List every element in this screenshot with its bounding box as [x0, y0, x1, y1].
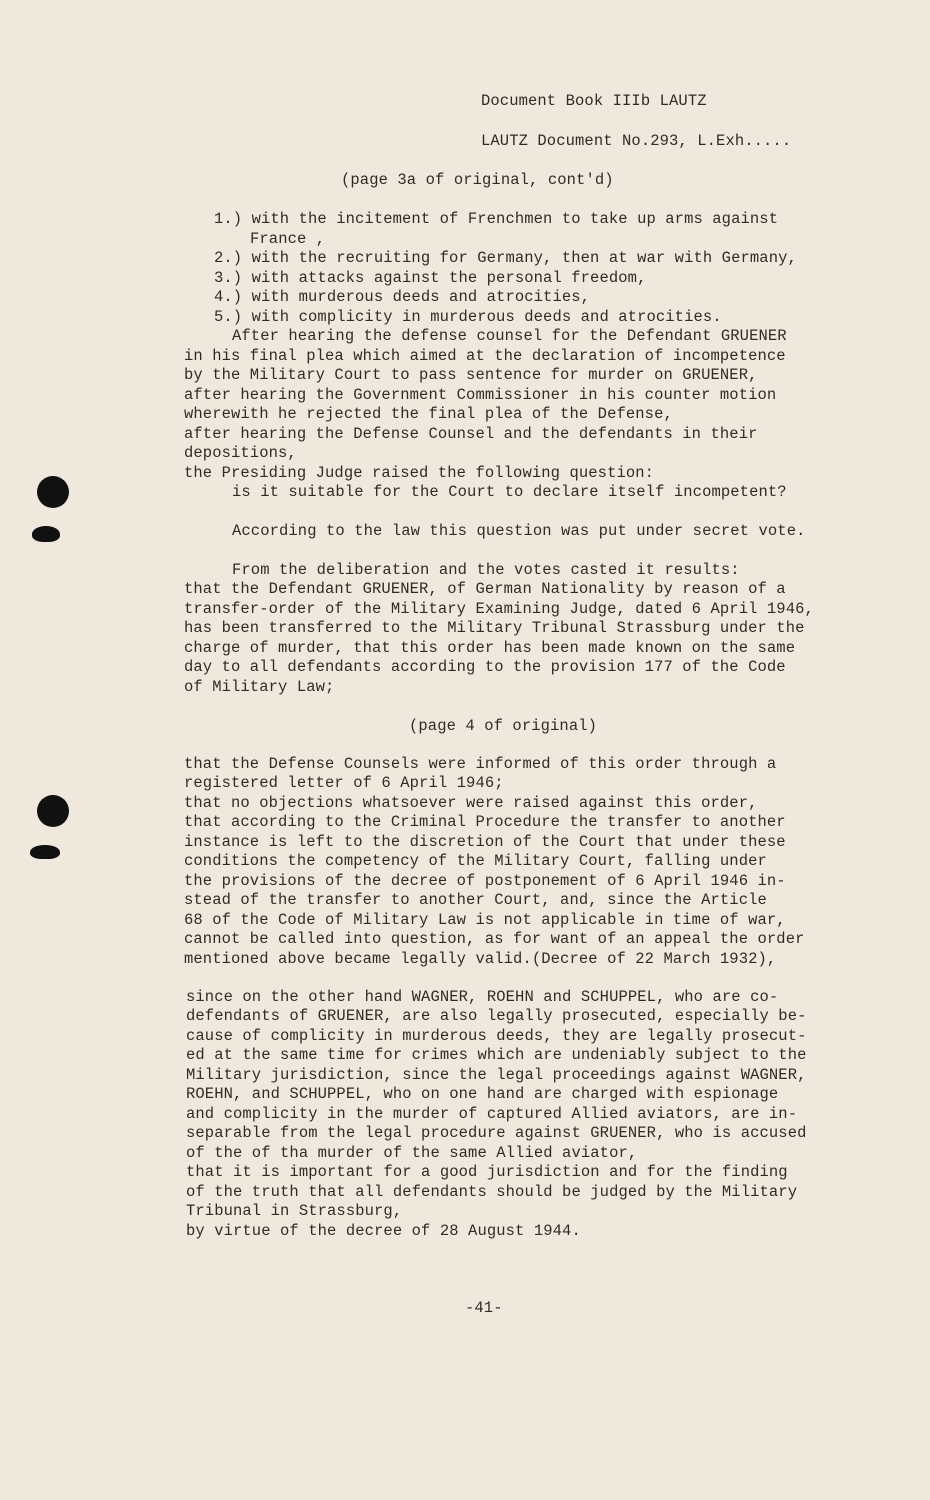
document-number: LAUTZ Document No.293, L.Exh.....: [481, 132, 792, 150]
question-line: is it suitable for the Court to declare itself incompetent?: [232, 483, 787, 501]
paragraph-line: Tribunal in Strassburg,: [186, 1202, 403, 1220]
paragraph-line: mentioned above became legally valid.(Decree of 22 March 1932),: [184, 950, 777, 968]
paragraph-line: conditions the competency of the Military Court, falling under: [184, 852, 767, 870]
paragraph-line: after hearing the Government Commissioner in his counter motion: [184, 386, 777, 404]
punch-hole: [37, 795, 69, 827]
paragraph-line: that the Defendant GRUENER, of German Nationality by reason of a: [184, 580, 786, 598]
charge-line: 4.) with murderous deeds and atrocities,: [214, 288, 591, 306]
paragraph-line: depositions,: [184, 444, 297, 462]
paragraph-line: ROEHN, and SCHUPPEL, who on one hand are charged with espionage: [186, 1085, 779, 1103]
paragraph-line: instance is left to the discretion of the Court that under these: [184, 833, 786, 851]
paragraph-line: in his final plea which aimed at the declaration of incompetence: [184, 347, 786, 365]
paragraph-line: separable from the legal procedure against GRUENER, who is accused: [186, 1124, 807, 1142]
paragraph-line: charge of murder, that this order has been made known on the same: [184, 639, 796, 657]
charge-line: 3.) with attacks against the personal freedom,: [214, 269, 647, 287]
paragraph-line: the Presiding Judge raised the following question:: [184, 464, 655, 482]
paragraph-line: has been transferred to the Military Tribunal Strassburg under the: [184, 619, 805, 637]
page-note: (page 4 of original): [409, 717, 598, 735]
paragraph-line: of the truth that all defendants should be judged by the Military: [186, 1183, 798, 1201]
paragraph-line: the provisions of the decree of postponement of 6 April 1946 in-: [184, 872, 786, 890]
paragraph-line: day to all defendants according to the provision 177 of the Code: [184, 658, 786, 676]
paragraph-line: wherewith he rejected the final plea of the Defense,: [184, 405, 673, 423]
paragraph-line: that the Defense Counsels were informed of this order through a: [184, 755, 777, 773]
paragraph-line: Military jurisdiction, since the legal proceedings against WAGNER,: [186, 1066, 807, 1084]
charge-line: France ,: [250, 230, 326, 248]
paragraph-line: and complicity in the murder of captured Allied aviators, are in-: [186, 1105, 798, 1123]
paragraph-line: by virtue of the decree of 28 August 1944.: [186, 1222, 581, 1240]
paragraph-line: ed at the same time for crimes which are undeniably subject to the: [186, 1046, 807, 1064]
page-note: (page 3a of original, cont'd): [341, 171, 614, 189]
paragraph-line: of Military Law;: [184, 678, 335, 696]
paragraph-line: since on the other hand WAGNER, ROEHN and SCHUPPEL, who are co-: [186, 988, 779, 1006]
paragraph-line: that no objections whatsoever were raised against this order,: [184, 794, 758, 812]
charge-line: 2.) with the recruiting for Germany, then at war with Germany,: [214, 249, 797, 267]
paragraph-line: by the Military Court to pass sentence for murder on GRUENER,: [184, 366, 758, 384]
punch-hole: [32, 526, 60, 542]
paragraph-line: After hearing the defense counsel for the Defendant GRUENER: [232, 327, 787, 345]
paragraph-line: cannot be called into question, as for want of an appeal the order: [184, 930, 805, 948]
paragraph-line: of the of tha murder of the same Allied aviator,: [186, 1144, 638, 1162]
charge-line: 1.) with the incitement of Frenchmen to take up arms against: [214, 210, 779, 228]
paragraph-line: From the deliberation and the votes casted it results:: [232, 561, 740, 579]
paragraph-line: cause of complicity in murderous deeds, they are legally prosecut-: [186, 1027, 807, 1045]
page-number: -41-: [465, 1299, 503, 1317]
paragraph-line: transfer-order of the Military Examining Judge, dated 6 April 1946,: [184, 600, 814, 618]
document-book-header: Document Book IIIb LAUTZ: [481, 92, 707, 110]
paragraph-line: stead of the transfer to another Court, and, since the Article: [184, 891, 767, 909]
paragraph-line: defendants of GRUENER, are also legally prosecuted, especially be-: [186, 1007, 807, 1025]
punch-hole: [37, 476, 69, 508]
charge-line: 5.) with complicity in murderous deeds and atrocities.: [214, 308, 722, 326]
paragraph-line: after hearing the Defense Counsel and the defendants in their: [184, 425, 758, 443]
paragraph-line: that it is important for a good jurisdiction and for the finding: [186, 1163, 788, 1181]
vote-line: According to the law this question was put under secret vote.: [232, 522, 806, 540]
punch-hole: [30, 845, 60, 859]
paragraph-line: registered letter of 6 April 1946;: [184, 774, 504, 792]
paragraph-line: 68 of the Code of Military Law is not applicable in time of war,: [184, 911, 786, 929]
paragraph-line: that according to the Criminal Procedure the transfer to another: [184, 813, 786, 831]
